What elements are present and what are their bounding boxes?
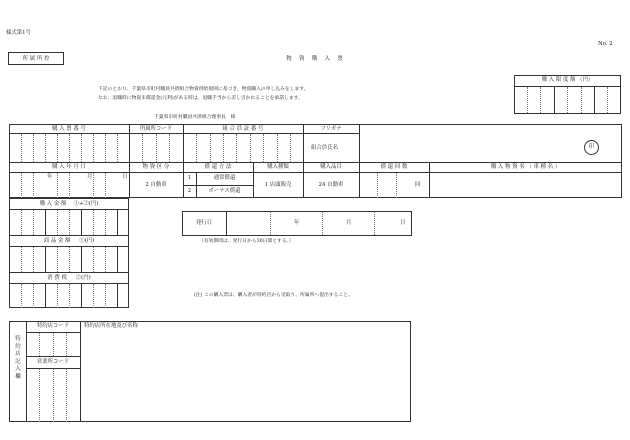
submission-note: (注) この購入票は、購入者が特約店から受取り、所属所へ提出すること。: [194, 293, 353, 298]
dealer-section: [9, 321, 411, 422]
date-year-unit: 年: [47, 173, 53, 180]
item-name-label: 購 入 物 資 名 （ 車 種 名 ）: [490, 164, 561, 170]
issue-day-unit: 日: [400, 220, 406, 226]
ticket-number-label: 購 入 票 番 号: [52, 125, 86, 132]
furigana-label: フリガナ: [320, 125, 342, 132]
tax-amount-label: 消 費 税 ②(円): [47, 274, 91, 281]
branch-code-label: 営業所コード: [36, 359, 70, 365]
repay-method-label: 償 還 方 法: [204, 164, 232, 170]
issue-month-unit: 月: [346, 220, 352, 226]
intro-line-2: なお、退職時に物資未償還金(元利)がある時は、退職手当から差し引かれることを承諾します。: [98, 96, 303, 101]
purchase-type-label: 購入種類: [267, 164, 289, 170]
total-amount-label: 購 入 金 額 ①+②(円): [39, 200, 99, 207]
intro-line-1: 下記のとおり、千葉県市町村職員共済組合物資供給規則に基づき、物資購入の申し込みをします。: [98, 87, 309, 92]
form-number: 様式第1号: [6, 30, 31, 36]
dealer-code-label: 特約店コード: [36, 323, 70, 329]
repay-option-2: ボーナス償還: [208, 188, 241, 194]
repay-option-2-number: 2: [187, 188, 192, 194]
seal-mark: 印: [584, 140, 599, 155]
purchase-limit-label: 購 入 限 度 額 （円）: [541, 77, 594, 83]
office-copy-box: [8, 52, 64, 65]
document-number: No. 2: [598, 41, 613, 47]
addressee: 千葉県市町村職員共済組合理事長 様: [154, 115, 236, 120]
member-number-label: 組 合 員 証 番 号: [222, 125, 264, 132]
repay-option-1-number: 1: [187, 175, 192, 181]
purchase-item-value: 24 自動車: [318, 182, 344, 188]
repay-count-unit: 回: [415, 182, 421, 188]
issue-year-unit: 年: [294, 220, 300, 226]
date-day-unit: 日: [122, 173, 128, 180]
repay-option-1: 通常償還: [213, 175, 236, 181]
page-title: 物 資 購 入 票: [286, 56, 344, 62]
purchase-item-label: 購入品目: [320, 164, 342, 170]
dealer-vertical-label: 特約店記入欄: [15, 336, 21, 380]
validity-note: （有効期間は、発行日から30日間とする。）: [199, 239, 294, 244]
member-name-label: 組合員氏名: [311, 145, 338, 151]
purchase-date-label: 購 入 年 月 日: [52, 164, 86, 170]
office-copy-label: 所 属 所 控: [22, 55, 50, 62]
office-code-label: 所属所コード: [139, 125, 173, 132]
category-value: 2 自動車: [145, 182, 167, 188]
date-month-unit: 月: [87, 173, 93, 180]
goods-amount-label: 商 品 金 額 ①(円): [43, 237, 95, 244]
repay-count-label: 償 還 回 数: [380, 164, 408, 170]
category-label: 物 資 区 分: [142, 164, 170, 170]
dealer-address-label: 特約店所在地及び名称: [84, 323, 138, 329]
purchase-type-value: 1 店頭販売: [264, 182, 292, 188]
issue-date-label: 発行日: [195, 220, 213, 226]
